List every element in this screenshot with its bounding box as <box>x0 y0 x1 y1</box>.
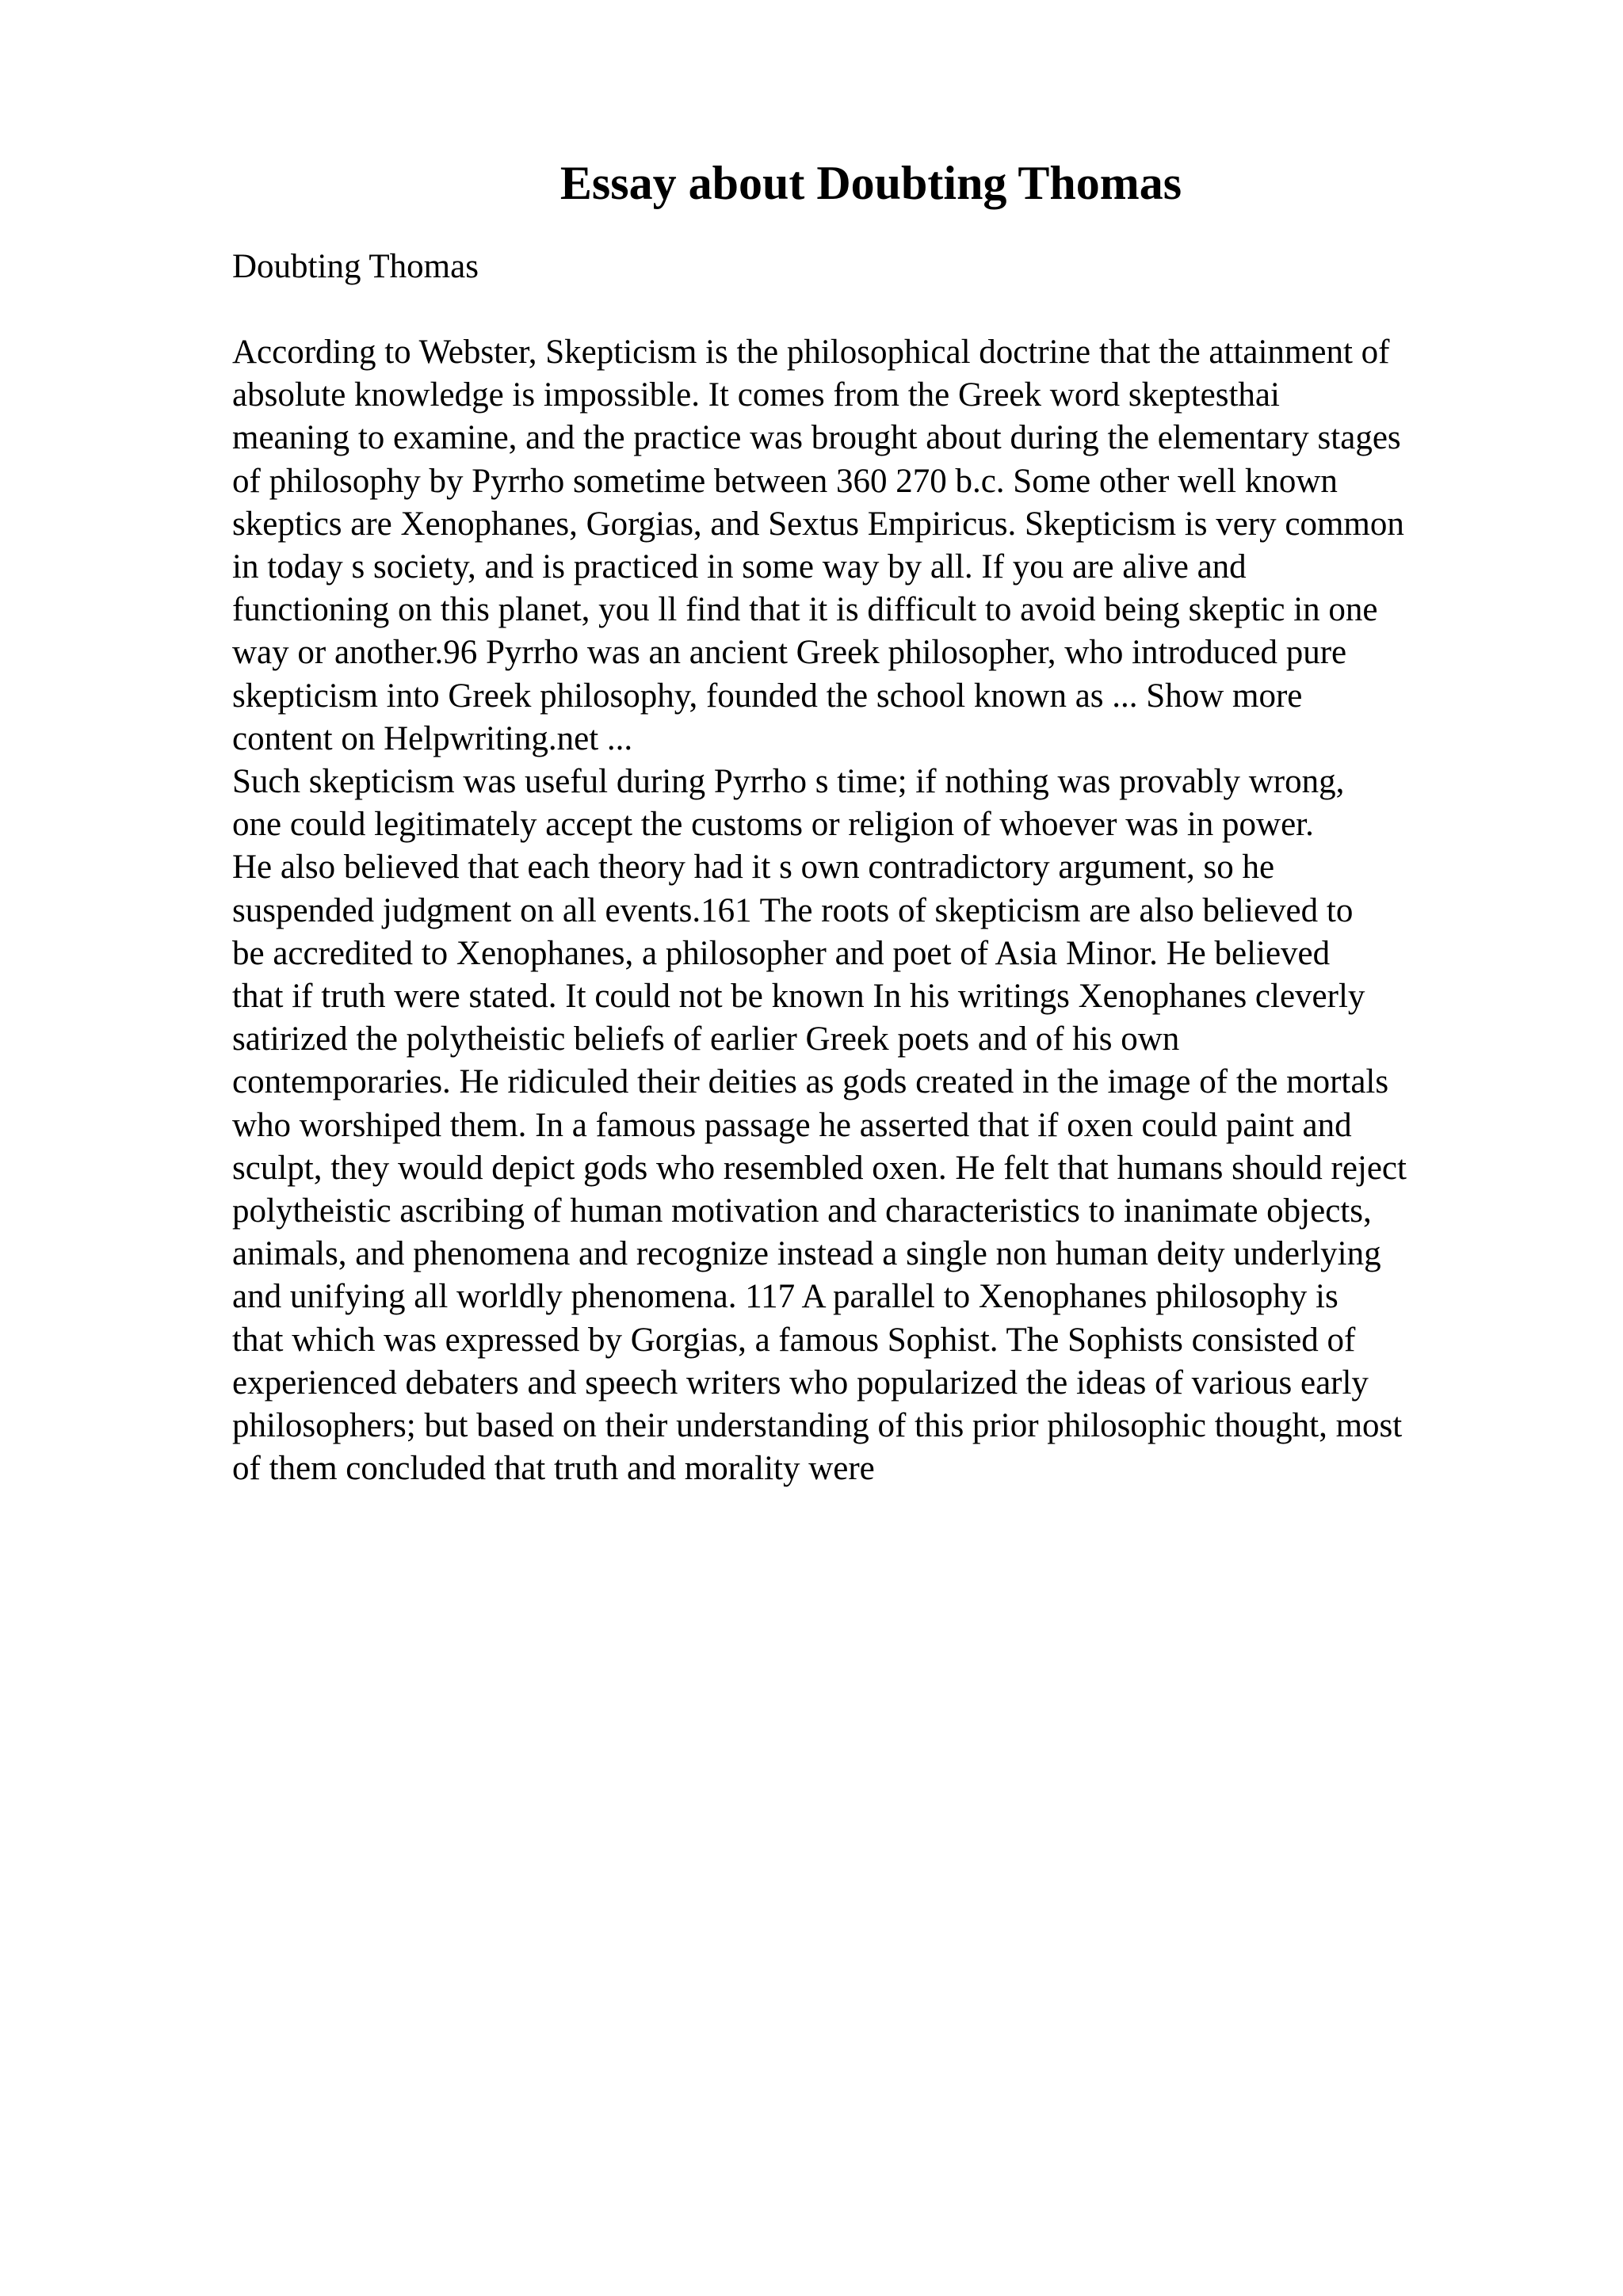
essay-line: meaning to examine, and the practice was brought about during the elementary stages <box>232 419 1401 457</box>
essay-line: experienced debaters and speech writers who popularized the ideas of various early <box>232 1363 1369 1402</box>
document-title: Essay about Doubting Thomas <box>559 157 1182 209</box>
essay-line: functioning on this planet, you ll find that it is difficult to avoid being skeptic in one <box>232 591 1378 629</box>
essay-line: that if truth were stated. It could not be known In his writings Xenophanes cleverly <box>232 978 1365 1016</box>
essay-line: According to Webster, Skepticism is the philosophical doctrine that the attainment of <box>232 334 1390 371</box>
essay-line: of them concluded that truth and morality were <box>232 1450 875 1488</box>
essay-line: and unifying all worldly phenomena. 117 A parallel to Xenophanes philosophy is <box>232 1278 1338 1316</box>
essay-body <box>232 331 1516 1490</box>
essay-line: satirized the polytheistic beliefs of earlier Greek poets and of his own <box>232 1020 1180 1058</box>
essay-line: way or another.96 Pyrrho was an ancient Greek philosopher, who introduced pure <box>232 634 1347 672</box>
essay-line: Such skepticism was useful during Pyrrho s time; if nothing was provably wrong, <box>232 763 1345 801</box>
essay-line: absolute knowledge is impossible. It comes from the Greek word skeptesthai <box>232 376 1280 414</box>
essay-line: be accredited to Xenophanes, a philosopher and poet of Asia Minor. He believed <box>232 934 1331 972</box>
essay-line: philosophers; but based on their understanding of this prior philosophic thought, most <box>232 1407 1403 1445</box>
essay-line: that which was expressed by Gorgias, a famous Sophist. The Sophists consisted of <box>232 1321 1356 1359</box>
essay-line: contemporaries. He ridiculed their deities as gods created in the image of the mortals <box>232 1063 1389 1101</box>
essay-line: skeptics are Xenophanes, Gorgias, and Sextus Empiricus. Skepticism is very common <box>232 505 1404 543</box>
essay-line: content on Helpwriting.net ... <box>232 719 633 757</box>
essay-line: sculpt, they would depict gods who resembled oxen. He felt that humans should reject <box>232 1149 1407 1187</box>
essay-line: He also believed that each theory had it s own contradictory argument, so he <box>232 849 1275 887</box>
essay-line: skepticism into Greek philosophy, founded the school known as ... Show more <box>232 677 1303 715</box>
essay-line: who worshiped them. In a famous passage he asserted that if oxen could paint and <box>232 1106 1352 1144</box>
essay-line: in today s society, and is practiced in some way by all. If you are alive and <box>232 548 1247 586</box>
essay-line: of philosophy by Pyrrho sometime between 360 270 b.c. Some other well known <box>232 462 1338 500</box>
document-subtitle: Doubting Thomas <box>232 248 479 285</box>
essay-line: one could legitimately accept the customs or religion of whoever was in power. <box>232 806 1314 844</box>
essay-line: animals, and phenomena and recognize instead a single non human deity underlying <box>232 1235 1381 1273</box>
essay-line: suspended judgment on all events.161 The roots of skepticism are also believed to <box>232 891 1354 929</box>
essay-line: polytheistic ascribing of human motivation and characteristics to inanimate objects, <box>232 1192 1372 1230</box>
